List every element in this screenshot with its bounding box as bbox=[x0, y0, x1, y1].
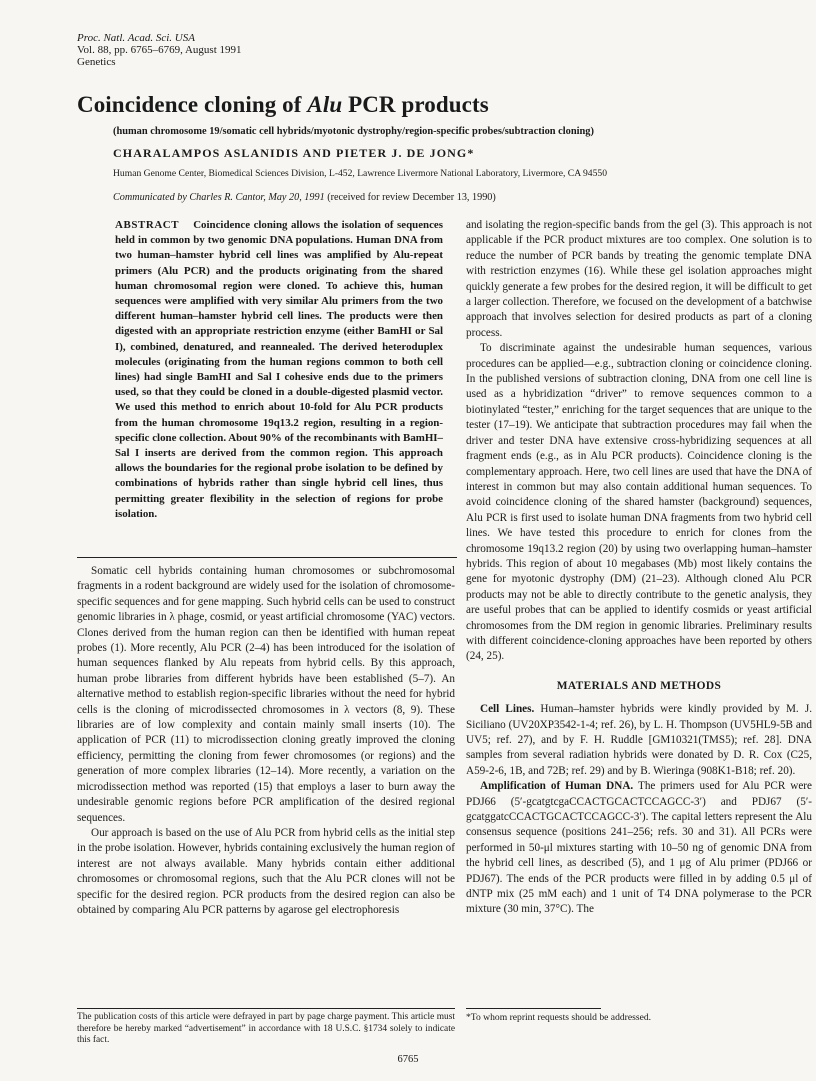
right-column bbox=[466, 218, 812, 918]
footnote-divider-right bbox=[466, 1008, 601, 1009]
article-title: Coincidence cloning of Alu PCR products bbox=[77, 92, 489, 117]
abstract-label: ABSTRACT bbox=[115, 219, 180, 231]
communicated-by: Communicated by Charles R. Cantor, May 20, 1991 (received for review December 13, 1990) bbox=[113, 192, 496, 203]
journal-volume: Vol. 88, pp. 6765–6769, August 1991 bbox=[77, 44, 242, 56]
journal-name: Proc. Natl. Acad. Sci. USA bbox=[77, 32, 195, 44]
abstract bbox=[115, 218, 443, 522]
keywords: (human chromosome 19/somatic cell hybrids/myotonic dystrophy/region-specific probes/subtraction cloning) bbox=[113, 126, 594, 137]
cell-lines-paragraph: Cell Lines. Human–hamster hybrids were kindly provided by M. J. Siciliano (UV20XP3542-1-4; ref. 26), by L. H. Thompson (UV5HL9-5B and UV5; ref. 27), and by F. H. Ruddle [GM10321(TMS5); ref. 28]. DNA samples from several radiation hybrids were donated by D. R. Cox (C25, A59-2-6, 1B, and 72B; ref. 29) and by B. Wieringa (908K1-B18; ref. 20). bbox=[466, 703, 812, 777]
intro-paragraph-3: and isolating the region-specific bands from the gel (3). This approach is not applicable if the PCR product mixtures are too complex. One solution is to reduce the number of PCR bands by treating the genomic template DNA with restriction enzymes (16). While these gel isolation approaches might quickly generate a few probes for the desired region, it will be difficult to get a larger collection. Therefore, we focused on the development of a batchwise approach that involves selection for desired products as part of a cloning process. bbox=[466, 219, 812, 339]
section-heading-methods: MATERIALS AND METHODS bbox=[556, 679, 722, 692]
left-column bbox=[77, 564, 455, 918]
publication-cost-footnote: The publication costs of this article were defrayed in part by page charge payment. This article must therefore be hereby marked “advertisement” in accordance with 18 U.S.C. §1734 solely to indicate this fact. bbox=[77, 1012, 455, 1045]
cell-lines-heading: Cell Lines. bbox=[480, 703, 535, 716]
abstract-divider bbox=[77, 557, 457, 558]
journal-header bbox=[77, 32, 242, 68]
footnote-divider-left bbox=[77, 1008, 455, 1009]
amplification-heading: Amplification of Human DNA. bbox=[480, 780, 634, 793]
intro-paragraph-2: Our approach is based on the use of Alu PCR from hybrid cells as the initial step in the probe isolation. However, hybrids containing exclusively the human region of interest are not always available. Many hybrids contain either additional chromosomes or chromosomal regions, such that the Alu PCR clones will not be specific for the desired region. PCR products from the desired region can also be obtained by comparing Alu PCR patterns by agarose gel electrophoresis bbox=[77, 826, 455, 916]
amplification-paragraph: Amplification of Human DNA. The primers used for Alu PCR were PDJ66 (5′-gcatgtcgaCCACTGCACTCCAGCC-3′) and PDJ67 (5′-gcatggatcCCACTGCACTCCAGCC-3′). The capital letters represent the Alu consensus sequence (positions 241–256; refs. 30 and 31). All PCRs were performed in 50-μl mixtures starting with 10–50 ng of genomic DNA from the hybrid cell lines, as described (5), and 1 μg of Alu primer (PDJ66 or PDJ67). The ends of the PCR products were filled in by adding 0.5 μl of dNTP mix (25 mM each) and 1 unit of T4 DNA polymerase to the PCR mixture (30 min, 37°C). The bbox=[466, 780, 812, 916]
journal-section: Genetics bbox=[77, 56, 116, 68]
reprint-footnote: *To whom reprint requests should be addressed. bbox=[466, 1012, 652, 1023]
page-number: 6765 bbox=[397, 1054, 419, 1065]
affiliation: Human Genome Center, Biomedical Sciences Division, L-452, Lawrence Livermore National Laboratory, Livermore, CA 94550 bbox=[113, 168, 607, 179]
intro-paragraph-4: To discriminate against the undesirable human sequences, various procedures can be applied—e.g., subtraction cloning or coincidence cloning. In the published versions of subtraction cloning, DNA from one cell line is used as a hybridization “driver” to remove sequences common to a biotinylated “tester,” enriching for the target sequences that are unique to the tester (17–19). We anticipate that subtraction procedures may fail when the driver and tester DNA have extensive cross-hybridizing sequences at all fragment ends (e.g., as in Alu PCR products). Coincidence cloning is the complementary approach. Here, two cell lines are used that have the DNA of interest in common but may also contain additional human sequences. To avoid coincidence cloning of the shared hamster (background) sequences, Alu PCR is first used to isolate human DNA fragments from two hybrid cell lines. We have tested this procedure to enrich for clones from the chromosome 19q13.2 region (20) by using two overlapping human–hamster hybrids. This region of about 10 megabases (Mb) most likely contains the gene for myotonic dystrophy (DM) (21–23). Although cloned Alu PCR products may not be able to directly contribute to the genetic analysis, they are useful probes that can be applied to identify cosmids or yeast artificial chromosomes from the DM region in genomic libraries. Preliminary results with different coincidence-cloning approaches have been reported by others (24, 25). bbox=[466, 342, 812, 663]
abstract-text: Coincidence cloning allows the isolation of sequences held in common by two genomic DNA populations. Human DNA from two human–hamster hybrid cell lines was amplified by Alu-repeat primers (Alu PCR) and the products originating from the shared human chromosomal region were cloned. To achieve this, human sequences were amplified with very similar Alu primers from the two different human–hamster hybrid cell lines. The products were then digested with an appropriate restriction enzyme (either BamHI or Sal I), combined, denatured, and reannealed. The derived heteroduplex molecules (originating from the human regions common to both cell lines) had single BamHI and Sal I cohesive ends due to the primers used, so that they could be cloned in a double-digested plasmid vector. We used this method to enrich about 10-fold for Alu PCR products from the human chromosome 19q13.2 region, resulting in a region-specific clone collection. About 90% of the recombinants with BamHI–Sal I inserts are derived from the common region. This approach allows the boundaries for the regional probe isolation to be defined by combinations of hybrids rather than single hybrid cell lines, thus permitting greater flexibility in the selection of regions for probe isolation. bbox=[115, 219, 444, 520]
authors: CHARALAMPOS ASLANIDIS AND PIETER J. DE JONG* bbox=[113, 146, 475, 160]
intro-paragraph-1: Somatic cell hybrids containing human chromosomes or subchromosomal fragments in a rodent background are widely used for the isolation of chromosome-specific sequences and for gene mapping. Such hybrid cells can be used to construct genomic libraries in λ phage, cosmid, or yeast artificial chromosome (YAC) vectors. Clones derived from the human region can then be identified with human repeat probes (1). More recently, Alu PCR (2–4) has been introduced for the isolation of human sequences flanked by Alu repeats from hybrid cells. By this approach, human probe libraries from different hybrids have been established (5–7). An alternative method to establish region-specific libraries without the need for hybrid cells is the cloning of microdissected chromosomes in λ vectors (8, 9). These libraries are of low complexity and contain mainly small inserts (10). The application of PCR (11) to microdissection cloning greatly improved the cloning efficiency, permitting the cloning from fewer chromosomes (or regions) and the generation of more complex libraries (12–14). More recently, a variation on the microdissection method was reported (15) that employs a laser to burn away the undesirable genomic regions before PCR amplification of the desired regional sequences. bbox=[77, 565, 455, 824]
